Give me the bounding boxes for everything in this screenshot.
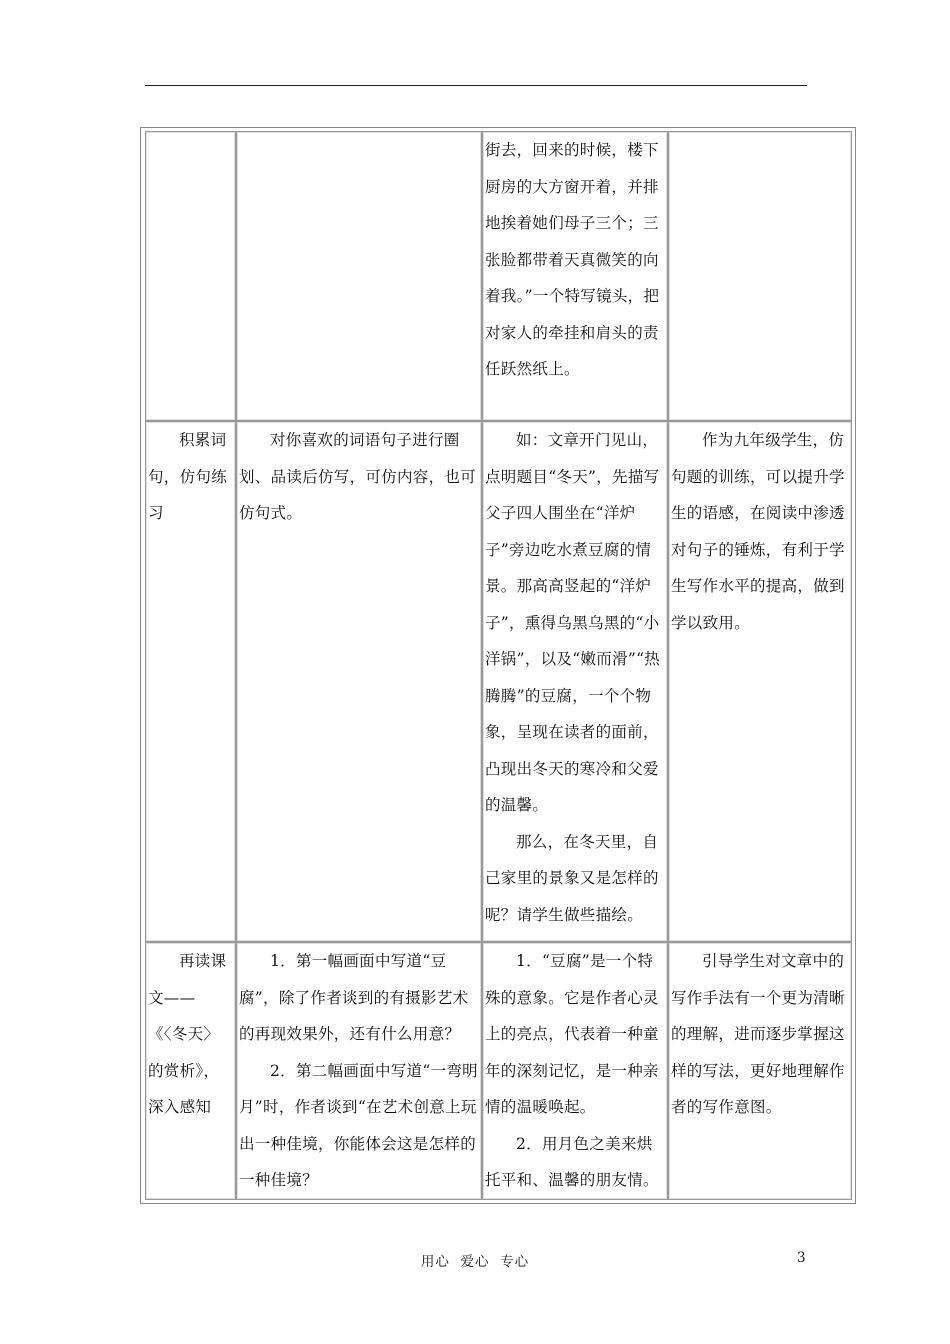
row3-col1-cell <box>145 942 236 1200</box>
row2-col2-cell <box>236 421 482 942</box>
header-rule <box>145 85 807 86</box>
row2-col1-cell <box>145 421 236 942</box>
row1-col3-cell <box>482 131 668 421</box>
row3-col2-cell <box>236 942 482 1200</box>
row2-col3-paragraph-2: 那么，在冬天里，自己家里的景象又是怎样的呢？请学生做些描绘。 <box>485 832 659 924</box>
row2-col3-paragraph-1: 如：文章开门见山，点明题目“冬天”，先描写父子四人围坐在“洋炉子”旁边吃水煮豆腐的情景。那高高竖起的“洋炉子”，熏得乌黑乌黑的“小洋锅”，以及“嫩而滑”“热腾腾”的豆腐，一个个物象，呈现在读者的面前，凸现出冬天的寒冷和父爱的温馨。 <box>485 431 661 814</box>
row2-col4-cell <box>668 421 852 942</box>
row3-col1-text: 再读课文——《〈冬天〉的赏析》，深入感知 <box>148 952 227 1116</box>
row1-col3-text: 街去，回来的时候，楼下厨房的大方窗开着，并排地挨着她们母子三个；三张脸都带着天真微笑的向着我。”一个特写镜头，把对家人的牵挂和肩头的责任跃然纸上。 <box>485 141 660 378</box>
row3-col3-cell <box>482 942 668 1200</box>
row3-col3-paragraph-1: 1．“豆腐”是一个特殊的意象。它是作者心灵上的亮点，代表着一种童年的深刻记忆，是一种亲情的温暖唤起。 <box>485 952 659 1116</box>
row3-col4-cell <box>668 942 852 1200</box>
row3-col2-paragraph-1: 1．第一幅画面中写道“豆腐”，除了作者谈到的有摄影艺术的再现效果外，还有什么用意？ <box>239 952 469 1043</box>
row1-col2-cell <box>236 131 482 421</box>
row2-col3-cell <box>482 421 668 942</box>
row1-col4-cell <box>668 131 852 421</box>
row3-col2-paragraph-2: 2．第二幅画面中写道“一弯明月”时，作者谈到“在艺术创意上玩出一种佳境，你能体会这是怎样的一种佳境？ <box>239 1061 478 1189</box>
row3-col4-text: 引导学生对文章中的写作手法有一个更为清晰的理解，进而逐步掌握这样的写法，更好地理解作者的写作意图。 <box>671 952 845 1116</box>
row3-col3-paragraph-2: 2．用月色之美来烘托平和、温馨的朋友情。 <box>485 1134 659 1189</box>
page-number: 3 <box>797 1250 806 1266</box>
row1-col1-cell <box>145 131 236 421</box>
row2-col2-text: 对你喜欢的词语句子进行圈划、品读后仿写，可仿内容，也可仿句式。 <box>239 431 477 522</box>
footer-slogan: 用心 爱心 专心 <box>420 1254 530 1270</box>
row2-col1-text: 积累词句，仿句练习 <box>148 431 228 522</box>
row2-col4-text: 作为九年级学生，仿句题的训练，可以提升学生的语感，在阅读中渗透对句子的锤炼，有利于学生写作水平的提高，做到学以致用。 <box>671 431 845 632</box>
